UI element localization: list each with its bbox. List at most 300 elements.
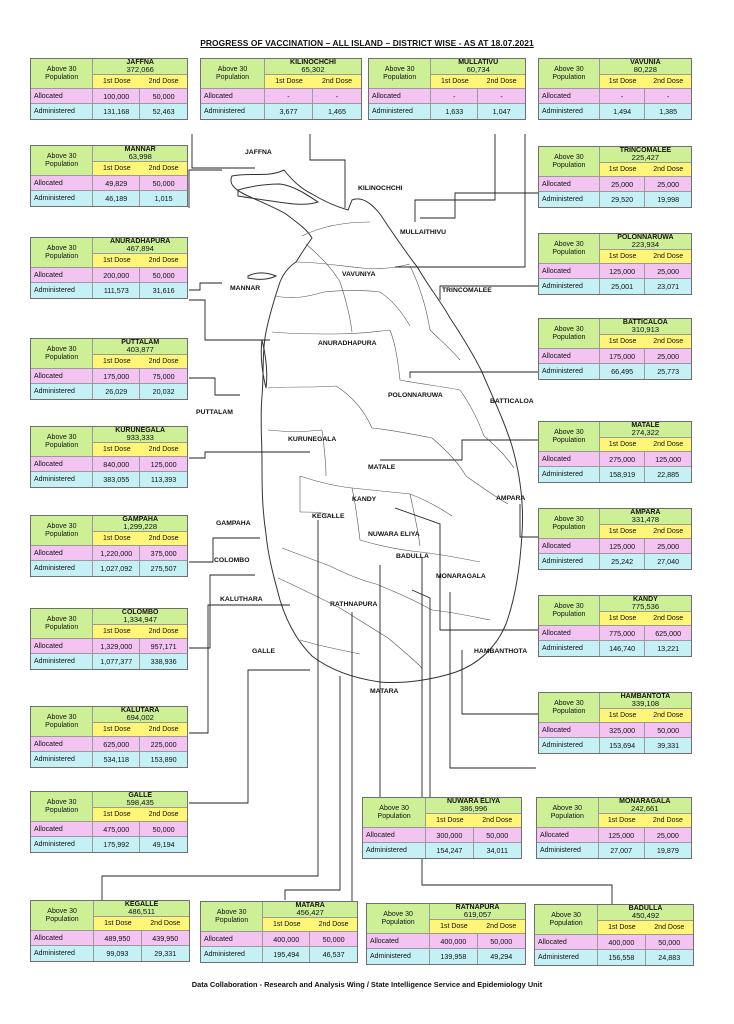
allocated-label: Allocated xyxy=(539,539,600,554)
district-header xyxy=(93,707,187,723)
district-card-ampara xyxy=(538,508,692,570)
district-name: KURUNEGALA xyxy=(115,427,166,434)
administered-label: Administered xyxy=(31,283,93,298)
population-value: 310,913 xyxy=(631,325,660,335)
administered-label: Administered xyxy=(539,554,600,569)
population-label-line2: Population xyxy=(377,812,411,820)
allocated-second-dose: 25,000 xyxy=(645,264,691,279)
district-name: MATARA xyxy=(295,902,325,909)
second-dose-header: 2nd Dose xyxy=(140,443,187,457)
administered-second-dose: 39,331 xyxy=(645,738,691,753)
administered-first-dose: 3,677 xyxy=(265,104,313,119)
allocated-second-dose: 50,000 xyxy=(140,268,187,283)
administered-second-dose: 20,032 xyxy=(140,384,187,399)
population-label-line2: Population xyxy=(552,248,586,256)
administered-first-dose: 1,027,092 xyxy=(93,561,140,576)
district-name: PUTTALAM xyxy=(121,339,160,346)
population-label-line2: Population xyxy=(45,721,79,729)
allocated-label: Allocated xyxy=(363,828,426,843)
administered-second-dose: 275,507 xyxy=(140,561,187,576)
administered-label: Administered xyxy=(539,641,600,656)
administered-second-dose: 46,537 xyxy=(310,947,357,962)
district-name: KANDY xyxy=(632,596,658,603)
allocated-label: Allocated xyxy=(369,89,431,104)
population-value: 598,435 xyxy=(126,798,154,808)
population-label-line1: Above 30 xyxy=(554,240,584,248)
first-dose-header: 1st Dose xyxy=(600,612,646,626)
population-label-line1: Above 30 xyxy=(554,428,584,436)
administered-label: Administered xyxy=(367,949,430,964)
map-label-mullaithivu: MULLAITHIVU xyxy=(400,229,447,236)
population-label-line2: Population xyxy=(549,919,583,927)
population-label-line1: Above 30 xyxy=(47,907,77,915)
second-dose-header: 2nd Dose xyxy=(310,918,357,932)
administered-second-dose: 31,616 xyxy=(140,283,187,298)
administered-first-dose: 1,633 xyxy=(431,104,478,119)
allocated-first-dose: 400,000 xyxy=(598,935,645,950)
allocated-first-dose: 400,000 xyxy=(430,934,477,949)
population-label xyxy=(539,693,600,723)
administered-second-dose: 113,393 xyxy=(140,472,187,487)
first-dose-header: 1st Dose xyxy=(263,918,310,932)
district-name: MONARAGALA xyxy=(619,798,671,805)
allocated-label: Allocated xyxy=(201,932,263,947)
first-dose-header: 1st Dose xyxy=(94,917,141,931)
administered-first-dose: 146,740 xyxy=(600,641,646,656)
allocated-second-dose: 125,000 xyxy=(645,452,691,467)
district-name: KILINOCHCHI xyxy=(290,59,336,66)
allocated-second-dose: 25,000 xyxy=(645,177,691,192)
district-name: COLOMBO xyxy=(121,609,159,616)
population-label-line2: Population xyxy=(45,160,79,168)
allocated-first-dose: 400,000 xyxy=(263,932,310,947)
allocated-first-dose: 325,000 xyxy=(600,723,646,738)
footer-credit: Data Collaboration - Research and Analysis Wing / State Intelligence Service and Epidemiology Unit xyxy=(191,980,543,989)
map-label-batticaloa: BATTICALOA xyxy=(490,398,534,405)
allocated-second-dose: 625,000 xyxy=(645,626,691,641)
district-header xyxy=(431,59,525,75)
population-label xyxy=(31,238,93,268)
administered-second-dose: 1,465 xyxy=(313,104,361,119)
map-label-jaffna: JAFFNA xyxy=(245,149,272,156)
administered-first-dose: 99,093 xyxy=(94,946,141,961)
district-name: AMPARA xyxy=(630,509,661,516)
population-value: 225,427 xyxy=(631,153,660,163)
population-label-line2: Population xyxy=(552,73,586,81)
allocated-label: Allocated xyxy=(31,369,93,384)
second-dose-header: 2nd Dose xyxy=(645,250,691,264)
map-label-gampaha: GAMPAHA xyxy=(216,520,251,527)
administered-first-dose: 158,919 xyxy=(600,467,646,482)
district-card-galle xyxy=(30,791,188,853)
population-value: 80,228 xyxy=(633,65,657,75)
population-label xyxy=(367,904,430,934)
district-card-ratnapura xyxy=(366,903,526,965)
district-name: MANNAR xyxy=(124,146,156,153)
allocated-second-dose: 50,000 xyxy=(645,723,691,738)
allocated-second-dose: 375,000 xyxy=(140,546,187,561)
population-label-line2: Population xyxy=(552,161,586,169)
population-label-line2: Population xyxy=(552,610,586,618)
allocated-second-dose: 25,000 xyxy=(645,539,691,554)
district-name: BATTICALOA xyxy=(622,319,668,326)
allocated-label: Allocated xyxy=(539,452,600,467)
district-card-matale xyxy=(538,421,692,483)
second-dose-header: 2nd Dose xyxy=(140,75,187,89)
district-card-colombo xyxy=(30,608,188,670)
administered-second-dose: 52,463 xyxy=(140,104,187,119)
population-value: 223,934 xyxy=(631,240,660,250)
administered-second-dose: 13,221 xyxy=(645,641,691,656)
kalpitiya xyxy=(261,340,267,388)
allocated-label: Allocated xyxy=(539,349,600,364)
district-card-polonnaruwa xyxy=(538,233,692,295)
population-label-line1: Above 30 xyxy=(554,515,584,523)
allocated-second-dose: 957,171 xyxy=(140,639,187,654)
allocated-first-dose: 175,000 xyxy=(93,369,140,384)
administered-second-dose: 1,047 xyxy=(478,104,525,119)
population-label-line1: Above 30 xyxy=(46,244,77,252)
administered-second-dose: 22,885 xyxy=(645,467,691,482)
second-dose-header: 2nd Dose xyxy=(645,612,691,626)
first-dose-header: 1st Dose xyxy=(426,814,473,828)
administered-label: Administered xyxy=(31,752,93,767)
allocated-second-dose: 125,000 xyxy=(140,457,187,472)
district-name: TRINCOMALEE xyxy=(619,147,672,154)
first-dose-header: 1st Dose xyxy=(431,75,478,89)
allocated-label: Allocated xyxy=(31,176,93,191)
district-header xyxy=(93,238,187,254)
population-label-line2: Population xyxy=(45,623,79,631)
population-label xyxy=(539,59,600,89)
allocated-second-dose: 50,000 xyxy=(140,822,187,837)
population-label xyxy=(31,901,94,931)
population-label-line2: Population xyxy=(45,530,79,538)
second-dose-header: 2nd Dose xyxy=(142,917,189,931)
district-header xyxy=(600,693,691,709)
second-dose-header: 2nd Dose xyxy=(140,625,187,639)
map-label-trincomalee: TRINCOMALEE xyxy=(442,287,492,294)
administered-label: Administered xyxy=(31,104,93,119)
first-dose-header: 1st Dose xyxy=(599,814,645,828)
map-label-matale: MATALE xyxy=(368,464,396,471)
population-value: 386,996 xyxy=(459,804,488,814)
allocated-label: Allocated xyxy=(539,264,600,279)
administered-label: Administered xyxy=(31,654,93,669)
administered-label: Administered xyxy=(535,950,598,965)
first-dose-header: 1st Dose xyxy=(600,438,646,452)
administered-first-dose: 195,494 xyxy=(263,947,310,962)
population-label-line2: Population xyxy=(215,73,250,81)
allocated-first-dose: 840,000 xyxy=(93,457,140,472)
map-label-kilinochchi: KILINOCHCHI xyxy=(358,185,403,192)
allocated-first-dose: 100,000 xyxy=(93,89,140,104)
administered-second-dose: 153,890 xyxy=(140,752,187,767)
district-name: GALLE xyxy=(128,792,153,799)
population-label-line1: Above 30 xyxy=(46,433,77,441)
district-card-vavunia xyxy=(538,58,692,120)
population-value: 60,734 xyxy=(466,65,490,75)
allocated-label: Allocated xyxy=(31,639,93,654)
population-label-line1: Above 30 xyxy=(46,152,77,160)
administered-first-dose: 25,001 xyxy=(600,279,646,294)
administered-first-dose: 156,558 xyxy=(598,950,645,965)
administered-second-dose: 49,294 xyxy=(478,949,525,964)
allocated-first-dose: 125,000 xyxy=(599,828,645,843)
population-label xyxy=(539,319,600,349)
administered-first-dose: 1,077,377 xyxy=(93,654,140,669)
administered-second-dose: 49,194 xyxy=(140,837,187,852)
administered-second-dose: 1,385 xyxy=(645,104,691,119)
population-value: 467,894 xyxy=(126,244,154,254)
administered-second-dose: 19,998 xyxy=(645,192,691,207)
population-label-line1: Above 30 xyxy=(46,65,77,73)
administered-label: Administered xyxy=(31,837,93,852)
map-label-mannar: MANNAR xyxy=(230,285,261,292)
district-card-anuradhapura xyxy=(30,237,188,299)
allocated-first-dose: 25,000 xyxy=(600,177,646,192)
population-label-line2: Population xyxy=(45,73,79,81)
administered-label: Administered xyxy=(539,104,600,119)
district-header xyxy=(600,234,691,250)
district-header xyxy=(426,798,521,814)
administered-second-dose: 1,015 xyxy=(140,191,187,206)
administered-label: Administered xyxy=(539,192,600,207)
first-dose-header: 1st Dose xyxy=(600,250,646,264)
allocated-label: Allocated xyxy=(31,457,93,472)
map-label-puttalam: PUTTALAM xyxy=(196,409,233,416)
population-label xyxy=(369,59,431,89)
second-dose-header: 2nd Dose xyxy=(478,75,525,89)
district-name: RATNAPURA xyxy=(455,904,500,911)
allocated-label: Allocated xyxy=(31,546,93,561)
administered-label: Administered xyxy=(31,946,94,961)
administered-first-dose: 29,520 xyxy=(600,192,646,207)
allocated-label: Allocated xyxy=(539,177,600,192)
population-value: 65,302 xyxy=(301,65,325,75)
population-label xyxy=(539,596,600,626)
allocated-second-dose: 439,950 xyxy=(142,931,189,946)
population-label xyxy=(31,792,93,822)
population-label-line1: Above 30 xyxy=(554,699,584,707)
mannar-island xyxy=(248,273,276,279)
population-label-line2: Population xyxy=(552,333,586,341)
population-label-line1: Above 30 xyxy=(554,65,584,73)
first-dose-header: 1st Dose xyxy=(600,163,646,177)
district-card-hambantota xyxy=(538,692,692,754)
administered-label: Administered xyxy=(31,191,93,206)
population-value: 619,057 xyxy=(463,910,492,920)
allocated-second-dose: 50,000 xyxy=(140,176,187,191)
map-label-kegalle: KEGALLE xyxy=(312,513,345,520)
population-label-line1: Above 30 xyxy=(46,345,77,353)
district-header xyxy=(600,147,691,163)
population-label-line2: Population xyxy=(552,436,586,444)
district-header xyxy=(93,516,187,532)
administered-label: Administered xyxy=(201,947,263,962)
population-label-line2: Population xyxy=(383,73,417,81)
district-card-trincomalee xyxy=(538,146,692,208)
first-dose-header: 1st Dose xyxy=(93,723,140,737)
allocated-first-dose: 200,000 xyxy=(93,268,140,283)
population-label xyxy=(31,339,93,369)
second-dose-header: 2nd Dose xyxy=(140,355,187,369)
population-value: 486,511 xyxy=(128,907,156,917)
administered-label: Administered xyxy=(201,104,265,119)
district-header xyxy=(430,904,525,920)
population-label-line1: Above 30 xyxy=(46,522,77,530)
allocated-label: Allocated xyxy=(31,268,93,283)
population-label-line1: Above 30 xyxy=(379,804,409,812)
district-card-badulla xyxy=(534,904,694,966)
administered-second-dose: 24,883 xyxy=(646,950,693,965)
district-card-kilinochchi xyxy=(200,58,362,120)
population-label-line1: Above 30 xyxy=(46,615,77,623)
allocated-label: Allocated xyxy=(31,931,94,946)
allocated-label: Allocated xyxy=(367,934,430,949)
administered-label: Administered xyxy=(539,738,600,753)
administered-second-dose: 19,879 xyxy=(645,843,691,858)
second-dose-header: 2nd Dose xyxy=(474,814,521,828)
population-label xyxy=(537,798,599,828)
first-dose-header: 1st Dose xyxy=(598,921,645,935)
population-value: 339,108 xyxy=(631,699,660,709)
allocated-label: Allocated xyxy=(31,737,93,752)
district-header xyxy=(263,902,357,918)
first-dose-header: 1st Dose xyxy=(600,75,646,89)
population-label-line2: Population xyxy=(550,812,584,820)
population-label xyxy=(535,905,598,935)
population-label xyxy=(201,902,263,932)
population-label-line2: Population xyxy=(45,252,79,260)
district-name: POLONNARUWA xyxy=(617,234,674,241)
allocated-second-dose: - xyxy=(645,89,691,104)
population-value: 1,334,947 xyxy=(123,615,158,625)
allocated-second-dose: 25,000 xyxy=(645,349,691,364)
district-card-gampaha xyxy=(30,515,188,577)
second-dose-header: 2nd Dose xyxy=(645,163,691,177)
population-value: 403,877 xyxy=(126,345,154,355)
map-label-rathnapura: RATHNAPURA xyxy=(330,601,378,608)
allocated-first-dose: 175,000 xyxy=(600,349,646,364)
map-label-anuradhapura: ANURADHAPURA xyxy=(318,340,377,347)
district-name: HAMBANTOTA xyxy=(620,693,671,700)
administered-first-dose: 139,958 xyxy=(430,949,477,964)
administered-label: Administered xyxy=(539,467,600,482)
district-name: GAMPAHA xyxy=(122,516,159,523)
population-label-line1: Above 30 xyxy=(552,804,583,812)
map-label-hambanthota: HAMBANTHOTA xyxy=(474,648,528,655)
district-card-matara xyxy=(200,901,358,963)
administered-first-dose: 1,494 xyxy=(600,104,646,119)
administered-second-dose: 29,331 xyxy=(142,946,189,961)
allocated-first-dose: 125,000 xyxy=(600,539,646,554)
first-dose-header: 1st Dose xyxy=(600,709,646,723)
district-name: VAVUNIA xyxy=(630,59,661,66)
allocated-first-dose: - xyxy=(265,89,313,104)
population-label-line2: Population xyxy=(552,707,586,715)
population-label xyxy=(31,516,93,546)
population-value: 933,333 xyxy=(126,433,154,443)
first-dose-header: 1st Dose xyxy=(265,75,313,89)
administered-first-dose: 154,247 xyxy=(426,843,473,858)
district-card-mannar xyxy=(30,145,188,207)
population-label xyxy=(539,147,600,177)
population-label xyxy=(539,422,600,452)
allocated-first-dose: 1,220,000 xyxy=(93,546,140,561)
map-label-nuwara-eliya: NUWARA ELIYA xyxy=(368,531,420,538)
population-label xyxy=(201,59,265,89)
administered-first-dose: 27,007 xyxy=(599,843,645,858)
allocated-second-dose: 50,000 xyxy=(310,932,357,947)
allocated-second-dose: - xyxy=(313,89,361,104)
district-name: KALUTARA xyxy=(121,707,160,714)
first-dose-header: 1st Dose xyxy=(93,75,140,89)
district-header xyxy=(600,59,691,75)
district-header xyxy=(93,339,187,355)
population-label-line1: Above 30 xyxy=(554,602,584,610)
allocated-second-dose: 50,000 xyxy=(478,934,525,949)
allocated-first-dose: - xyxy=(431,89,478,104)
population-label-line2: Population xyxy=(215,916,249,924)
allocated-first-dose: 475,000 xyxy=(93,822,140,837)
allocated-first-dose: - xyxy=(600,89,646,104)
administered-second-dose: 338,936 xyxy=(140,654,187,669)
population-label xyxy=(31,146,93,176)
district-header xyxy=(600,596,691,612)
map-label-badulla: BADULLA xyxy=(396,553,429,560)
allocated-first-dose: 775,000 xyxy=(600,626,646,641)
population-label-line1: Above 30 xyxy=(384,65,415,73)
population-label-line1: Above 30 xyxy=(554,153,584,161)
administered-first-dose: 153,694 xyxy=(600,738,646,753)
allocated-label: Allocated xyxy=(31,89,93,104)
population-label xyxy=(31,609,93,639)
district-header xyxy=(600,509,691,525)
map-label-kurunegala: KURUNEGALA xyxy=(288,436,337,443)
first-dose-header: 1st Dose xyxy=(93,808,140,822)
allocated-label: Allocated xyxy=(539,89,600,104)
allocated-first-dose: 625,000 xyxy=(93,737,140,752)
map-label-monaragala: MONARAGALA xyxy=(436,573,486,580)
population-value: 450,492 xyxy=(631,911,660,921)
allocated-label: Allocated xyxy=(539,723,600,738)
district-header xyxy=(93,59,187,75)
district-header xyxy=(93,609,187,625)
first-dose-header: 1st Dose xyxy=(93,443,140,457)
administered-first-dose: 26,029 xyxy=(93,384,140,399)
district-name: JAFFNA xyxy=(126,59,154,66)
administered-second-dose: 23,071 xyxy=(645,279,691,294)
population-value: 775,536 xyxy=(631,602,660,612)
second-dose-header: 2nd Dose xyxy=(646,921,693,935)
map-label-ampara: AMPARA xyxy=(496,495,526,502)
population-label-line1: Above 30 xyxy=(46,798,77,806)
population-label-line2: Population xyxy=(45,915,79,923)
district-card-jaffna xyxy=(30,58,188,120)
second-dose-header: 2nd Dose xyxy=(645,814,691,828)
allocated-second-dose: - xyxy=(478,89,525,104)
allocated-label: Allocated xyxy=(539,626,600,641)
population-value: 372,066 xyxy=(126,65,154,75)
allocated-label: Allocated xyxy=(31,822,93,837)
jaffna-peninsula xyxy=(238,184,318,204)
district-header xyxy=(265,59,361,75)
population-label-line2: Population xyxy=(45,806,79,814)
administered-label: Administered xyxy=(363,843,426,858)
district-header xyxy=(93,146,187,162)
district-header xyxy=(600,319,691,335)
